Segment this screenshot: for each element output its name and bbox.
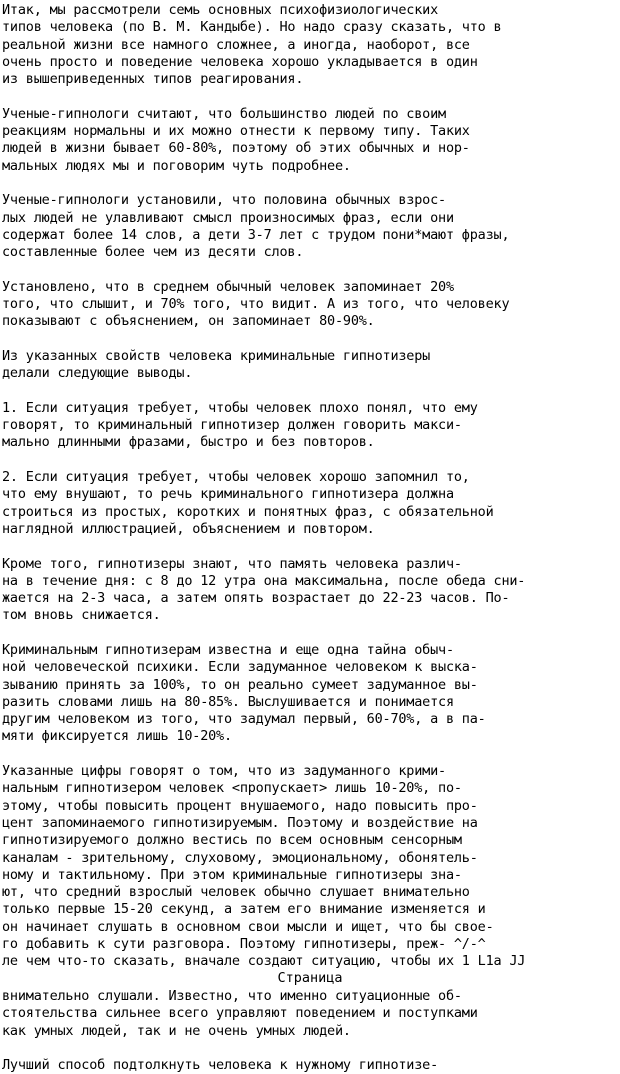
page-footer: Страница [277, 970, 343, 986]
text-line: ле чем что-то сказать, вначале создают ситуацию, чтобы их 1 L1a JJ [2, 953, 526, 970]
text-line: ному и тактильному. При этом криминальные гипнотизеры зна- [2, 866, 462, 883]
paragraph [2, 1057, 620, 1074]
text-line: 2. Если ситуация требует, чтобы человек хорошо запомнил то, [2, 469, 470, 486]
paragraph [2, 2, 620, 88]
text-line: этому, чтобы повысить процент внушаемого, надо повысить про- [2, 797, 478, 814]
text-line: мально длинными фразами, быстро и без повторов. [2, 434, 375, 451]
paragraph [2, 348, 620, 383]
text-line: только первые 15-20 секунд, а затем его внимание изменяется и [2, 901, 486, 918]
text-line: из вышеприведенных типов реагирования. [2, 71, 304, 88]
text-line: реальной жизни все намного сложнее, а иногда, наоборот, все [2, 36, 470, 53]
text-line: нальным гипнотизером человек <пропускает> лишь 10-20%, по- [2, 780, 462, 797]
text-line: мальных людях мы и поговорим чуть подробнее. [2, 157, 351, 174]
paragraph [2, 642, 620, 746]
paragraph [2, 763, 620, 971]
paragraph [2, 988, 620, 1040]
text-line: жается на 2-3 часа, а затем опять возрастает до 22-23 часов. По- [2, 590, 510, 607]
text-line: Криминальным гипнотизерам известна и еще одна тайна обыч- [2, 641, 454, 658]
text-line: он начинает слушать в основном свои мысли и ищет, что бы свое- [2, 918, 494, 935]
text-line: показывают с объяснением, он запоминает 80-90%. [2, 313, 375, 330]
text-line: людей в жизни бывает 60-80%, поэтому об этих обычных и нор- [2, 140, 470, 157]
paragraph [2, 192, 620, 261]
text-line: делали следующие выводы. [2, 365, 193, 382]
text-line: того, что слышит, и 70% того, что видит. А из того, что человеку [2, 296, 510, 313]
text-line: типов человека (по В. М. Кандыбе). Но надо сразу сказать, что в [2, 19, 502, 36]
text-line: внимательно слушали. Известно, что именно ситуационные об- [2, 987, 462, 1004]
text-line: что ему внушают, то речь криминального гипнотизера должна [2, 486, 454, 503]
text-line: Кроме того, гипнотизеры знают, что память человека различ- [2, 555, 462, 572]
paragraph [2, 106, 620, 175]
text-line: цент запоминаемого гипнотизируемым. Поэтому и воздействие на [2, 814, 478, 831]
text-line: на в течение дня: с 8 до 12 утра она максимальна, после обеда сни- [2, 572, 526, 589]
text-line: лых людей не улавливают смысл произносимых фраз, если они [2, 209, 454, 226]
text-line: как умных людей, так и не очень умных людей. [2, 1022, 351, 1039]
text-line: очень просто и поведение человека хорошо укладывается в один [2, 53, 478, 70]
text-line: Установлено, что в среднем обычный человек запоминает 20% [2, 278, 454, 295]
paragraph [2, 469, 620, 538]
text-line: 1. Если ситуация требует, чтобы человек плохо понял, что ему [2, 399, 478, 416]
text-line: содержат более 14 слов, а дети 3-7 лет с трудом пони*мают фразы, [2, 226, 510, 243]
paragraph [2, 556, 620, 625]
text-line: мяти фиксируется лишь 10-20%. [2, 728, 232, 745]
text-line: Ученые-гипнологи считают, что большинство людей по своим [2, 105, 446, 122]
text-line: зыванию принять за 100%, то он реально сумеет задуманное вы- [2, 676, 478, 693]
text-line: гипнотизируемого должно вестись по всем основным сенсорным [2, 832, 462, 849]
text-line: Из указанных свойств человека криминальные гипнотизеры [2, 347, 431, 364]
text-line: Лучший способ подтолкнуть человека к нужному гипнотизе- [2, 1057, 439, 1074]
text-line: наглядной иллюстрацией, объяснением и повтором. [2, 520, 375, 537]
text-line: разить словами лишь на 80-85%. Выслушивается и понимается [2, 693, 454, 710]
text-line: стоятельства сильнее всего управляют поведением и поступками [2, 1005, 478, 1022]
paragraph [2, 279, 620, 331]
text-line: говорят, то криминальный гипнотизер должен говорить макси- [2, 417, 462, 434]
text-line: ют, что средний взрослый человек обычно слушает внимательно [2, 884, 470, 901]
text-line: том вновь снижается. [2, 607, 161, 624]
text-line: реакциям нормальны и их можно отнести к первому типу. Таких [2, 123, 470, 140]
text-line: Итак, мы рассмотрели семь основных психофизиологических [2, 2, 439, 18]
text-line: Ученые-гипнологи установили, что половина обычных взрос- [2, 192, 446, 209]
text-line: строиться из простых, коротких и понятных фраз, с обязательной [2, 503, 494, 520]
paragraph [2, 400, 620, 452]
text-line: го добавить к сути разговора. Поэтому гипнотизеры, преж- ^/-^ [2, 936, 486, 953]
text-line: другим человеком из того, что задумал первый, 60-70%, а в па- [2, 711, 486, 728]
text-line: составленные более чем из десяти слов. [2, 244, 304, 261]
text-line: Указанные цифры говорят о том, что из задуманного крими- [2, 763, 446, 780]
text-line: каналам - зрительному, слуховому, эмоциональному, обонятель- [2, 849, 478, 866]
text-line: ной человеческой психики. Если задуманное человеком к выска- [2, 659, 478, 676]
